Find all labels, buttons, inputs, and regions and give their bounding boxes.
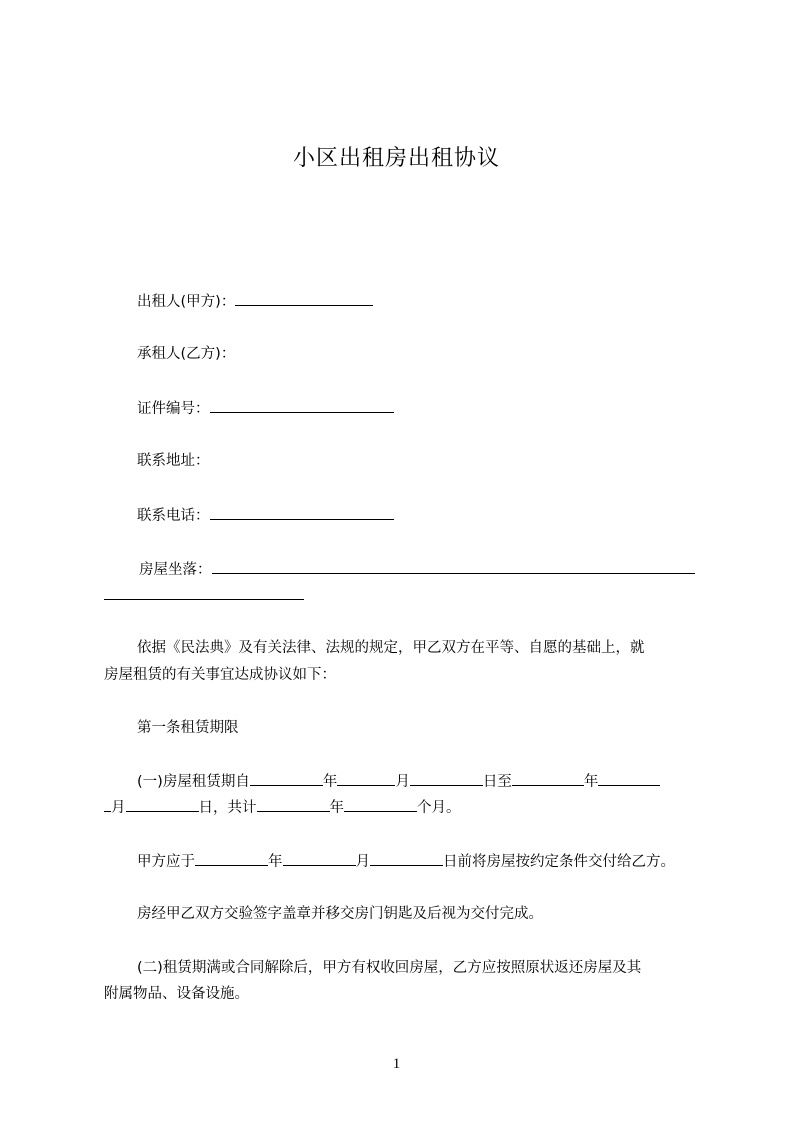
location-blank-continued[interactable] xyxy=(104,585,304,600)
id-field xyxy=(137,398,394,419)
clause1-line-2 xyxy=(104,797,461,818)
total-year-label: 年 xyxy=(329,800,344,816)
lessor-blank[interactable] xyxy=(235,291,373,306)
end-month-label: 月 xyxy=(111,800,126,816)
address-label: 联系地址： xyxy=(137,453,210,469)
location-label: 房屋坐落： xyxy=(139,562,212,578)
intro-line-2: 房屋租赁的有关事宜达成协议如下： xyxy=(104,667,336,683)
handover-suffix: 日前将房屋按约定条件交付给乙方。 xyxy=(443,854,675,870)
clause1-line-1 xyxy=(137,771,660,792)
intro-line-1: 依据《民法典》及有关法律、法规的规定，甲乙双方在平等、自愿的基础上，就 xyxy=(137,640,645,656)
start-year-blank[interactable] xyxy=(250,771,323,786)
end-year-blank[interactable] xyxy=(512,771,584,786)
clause2-line-1: (二)租赁期满或合同解除后，甲方有权收回房屋，乙方应按照原状返还房屋及其 xyxy=(137,960,642,976)
start-month-label: 月 xyxy=(395,774,410,790)
total-label: 日，共计 xyxy=(198,800,257,816)
start-year-label: 年 xyxy=(322,774,338,790)
phone-blank[interactable] xyxy=(210,505,394,520)
handover-complete: 房经甲乙双方交验签字盖章并移交房门钥匙及后视为交付完成。 xyxy=(137,906,543,922)
lessor-label: 出租人(甲方)： xyxy=(137,294,236,310)
article1-heading: 第一条租赁期限 xyxy=(137,720,239,736)
location-blank[interactable] xyxy=(212,559,695,574)
document-title: 小区出租房出租协议 xyxy=(292,146,500,171)
handover-month-blank[interactable] xyxy=(283,851,356,866)
handover-year-blank[interactable] xyxy=(195,851,268,866)
clause1-prefix: (一)房屋租赁期自 xyxy=(137,774,250,790)
phone-field xyxy=(137,505,394,526)
total-year-blank[interactable] xyxy=(257,797,330,812)
day-to-label: 日至 xyxy=(482,774,512,790)
start-month-blank[interactable] xyxy=(337,771,395,786)
end-month-blank-end[interactable] xyxy=(104,797,111,812)
handover-year-label: 年 xyxy=(268,854,283,870)
location-continuation xyxy=(104,585,304,606)
total-month-blank[interactable] xyxy=(344,797,417,812)
total-months-label: 个月。 xyxy=(417,800,461,816)
phone-label: 联系电话： xyxy=(137,508,210,524)
page-number: 1 xyxy=(392,1056,401,1072)
location-field xyxy=(139,559,695,580)
lessee-field xyxy=(137,344,235,364)
address-field xyxy=(137,451,210,471)
end-year-label: 年 xyxy=(583,774,599,790)
handover-month-label: 月 xyxy=(355,854,370,870)
end-day-blank[interactable] xyxy=(126,797,199,812)
id-label: 证件编号： xyxy=(137,401,210,417)
handover-prefix: 甲方应于 xyxy=(137,854,195,870)
lessor-field xyxy=(137,291,373,312)
id-blank[interactable] xyxy=(210,398,394,413)
clause2-line-2: 附属物品、设备设施。 xyxy=(104,986,249,1002)
lessee-label: 承租人(乙方)： xyxy=(137,346,236,362)
handover-line xyxy=(137,851,675,872)
end-month-blank-start[interactable] xyxy=(598,771,660,786)
start-day-blank[interactable] xyxy=(410,771,483,786)
handover-day-blank[interactable] xyxy=(370,851,443,866)
